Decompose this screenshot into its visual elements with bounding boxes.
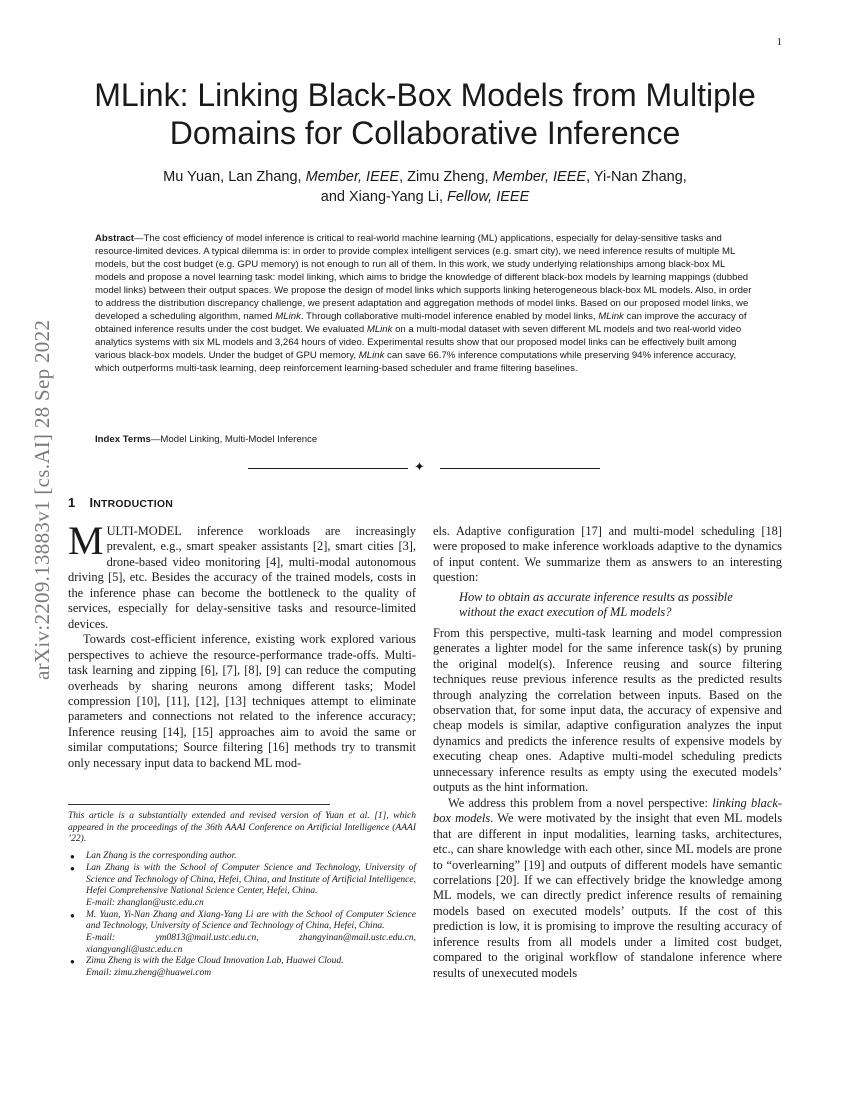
footnote-email: E-mail: ym0813@mail.ustc.edu.cn, zhangyinan@mail.ustc.edu.cn, xiangyangli@ustc.edu.cn	[86, 933, 416, 955]
footnote-intro: This article is a substantially extended and revised version of Yuan et al. [1], which appeared in the proceedings of the 36th AAAI Conference on Artificial Intelligence (AAAI ’22).	[68, 811, 416, 845]
footnote-email: E-mail: zhanglan@ustc.edu.cn	[86, 897, 204, 908]
abstract-label: Abstract	[95, 233, 134, 244]
divider-line-right	[440, 468, 600, 469]
footnote-item: ● Lan Zhang is with the School of Computer Science and Technology, University of Science and Technology of China, Hefei, China, and Institute of Artificial Intelligence, Hefei Comprehensive National Science Center, Hefei, China. E-mail: zhanglan@ustc.edu.cn	[70, 862, 416, 908]
section-number: 1	[68, 495, 76, 510]
footnote-email: Email: zimu.zheng@huawei.com	[86, 968, 212, 979]
bullet-icon: ●	[70, 852, 75, 862]
title-line-2: Domains for Collaborative Inference	[169, 115, 681, 151]
arxiv-identifier: arXiv:2209.13883v1 [cs.AI] 28 Sep 2022	[30, 319, 54, 680]
index-terms-label: Index Terms	[95, 434, 151, 445]
drop-cap: M	[68, 518, 104, 563]
title-line-1: MLink: Linking Black-Box Models from Multiple	[94, 77, 756, 113]
affiliation-list	[68, 851, 416, 980]
abstract: Abstract—The cost efficiency of model inference is critical to real-world machine learning (ML) applications, especially for delay-sensitive tasks and resource-limited devices. A typical dilemma is: in order to provide complex intelligent services (e.g. smart city), we need inference results of multiple ML models, but the cost budget (e.g. GPU memory) is not enough to run all of them. In this work, we study underlying relationships among black-box ML models and propose a novel learning task: model linking, which aims to bridge the knowledge of different black-box models by learning mappings (dubbed model links) between their output spaces. We propose the design of model links which supports linking heterogeneous black-box ML models. Also, in order to address the distribution discrepancy challenge, we present adaptation and aggregation methods of model links. Based on our proposed model links, we developed a scheduling algorithm, named MLink. Through collaborative multi-model inference enabled by model links, MLink can improve the accuracy of obtained inference results under the cost budget. We evaluated MLink on a multi-modal dataset with seven different ML models and two real-world video analytics systems with six ML models and 3,264 hours of video. Experimental results show that our proposed model links can be effectively built among various black-box models. Under the budget of GPU memory, MLink can save 66.7% inference computations while preserving 94% inference accuracy, which outperforms multi-task learning, deep reinforcement learning-based scheduler and frame filtering baselines.	[95, 233, 752, 374]
section-divider	[248, 459, 600, 474]
footnote-item: ● M. Yuan, Yi-Nan Zhang and Xiang-Yang Li are with the School of Computer Science and Technology, University of Science and Technology of China, Hefei, China. E-mail: ym0813@mail.ustc.edu.cn, zhangyinan@mail.ustc.edu.cn, xiangyangli@ustc.edu.cn	[70, 909, 416, 955]
footnote-rule	[68, 804, 330, 805]
section-heading-introduction: 1 INTRODUCTION	[68, 495, 174, 510]
research-question: How to obtain as accurate inference results as possible without the exact execution of ML models?	[459, 589, 733, 620]
bullet-icon: ●	[70, 910, 75, 920]
bullet-icon: ●	[70, 957, 75, 967]
intro-paragraph-1: MULTI-MODEL inference workloads are increasingly prevalent, e.g., smart speaker assistants [2], smart cities [3], drone-based video monitoring [4], multi-modal autonomous driving [5], etc. Besides the accuracy of the trained models, costs in the inference phase can become the bottleneck to the quality of services, especially for delay-sensitive tasks and resource-limited devices.	[68, 518, 416, 631]
footnotes	[68, 811, 416, 980]
intro-paragraph-3: els. Adaptive configuration [17] and multi-model scheduling [18] were proposed to make inference workloads adaptive to the dynamics of input content. We summarize them as answers to an interesting question:	[433, 524, 782, 585]
footnote-item: ● Zimu Zheng is with the Edge Cloud Innovation Lab, Huawei Cloud. Email: zimu.zheng@huawei.com	[68, 956, 416, 979]
footnote-item: ● Lan Zhang is the corresponding author.	[70, 851, 237, 862]
divider-star-icon: ✦	[414, 459, 425, 474]
paper-title	[60, 76, 790, 152]
right-column	[433, 524, 782, 981]
intro-paragraph-2: Towards cost-efficient inference, existing work explored various perspectives to achieve the resource-performance trade-offs. Multi-task learning and zipping [6], [7], [8], [9] can reduce the computing overheads by sharing neurons among different tasks; Model compression [10], [11], [12], [13] techniques attempt to eliminate parameters and connections not related to the inference accuracy; Inference reusing [14], [15] approaches aim to avoid the same or similar computations; Source filtering [16] methods try to transmit only necessary input data to backend ML mod-	[68, 632, 416, 770]
intro-paragraph-4: From this perspective, multi-task learning and model compression generates a lighter model for the same inference task(s) by pruning the original model(s). Inference reusing and source filtering techniques reuse previous inference results as the predicted results through analyzing the correlation between inputs. Based on the observation that, for some input data, the accuracy of expensive and cheap models is similar, adaptive configuration analyzes the input dynamics and predicts the inference results of expensive models by executing cheap ones. Adaptive multi-model scheduling predicts unnecessary inference results as empty using the executed models’ outputs as the hint information.	[433, 625, 782, 795]
page-number: 1	[776, 36, 782, 48]
divider-line-left	[248, 468, 408, 469]
index-terms: Index Terms—Model Linking, Multi-Model Inference	[95, 434, 318, 445]
author-list: Mu Yuan, Lan Zhang, Member, IEEE, Zimu Zheng, Member, IEEE, Yi-Nan Zhang, and Xiang-Yang Li, Fellow, IEEE	[163, 169, 687, 205]
left-column	[68, 518, 416, 771]
intro-paragraph-5: We address this problem from a novel perspective: linking black-box models. We were motivated by the insight that even ML models that are different in input modalities, learning tasks, architectures, etc., can share knowledge with each other, since ML models are prone to “overlearning” [19] and outputs of different models have semantic correlations [20]. If we can effectively bridge the knowledge among ML models, we can directly predict inference results of remaining models based on executed models’ outputs. If the cost of this prediction is low, it is promising to improve the resulting accuracy of inference results from all models under a limited cost budget, compared to the original workflow of standalone inference where results of unexecuted models	[433, 795, 783, 980]
bullet-icon: ●	[70, 863, 75, 873]
